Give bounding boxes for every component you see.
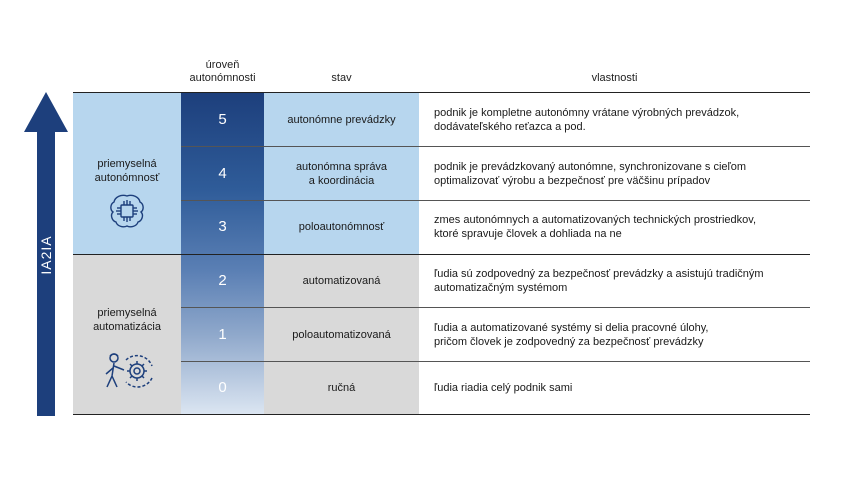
description-line: ľudia a automatizované systémy si delia pracovné úlohy, bbox=[434, 321, 709, 334]
brain-chip-icon bbox=[107, 191, 147, 236]
header-level-line2: autonómnosti bbox=[189, 72, 256, 84]
group-divider bbox=[73, 254, 810, 255]
state-label: poloautomatizovaná bbox=[292, 328, 391, 341]
description-line: ktoré spravuje človek a dohliada na ne bbox=[434, 227, 622, 240]
header-properties: vlastnosti bbox=[591, 72, 638, 84]
description bbox=[434, 308, 810, 361]
description-line: ľudia sú zodpovedný za bezpečnosť prevádzky a asistujú tradičným bbox=[434, 267, 764, 280]
row-divider bbox=[181, 307, 810, 308]
table-row bbox=[181, 147, 810, 200]
level-number: 5 bbox=[218, 111, 227, 128]
row-divider bbox=[181, 200, 810, 201]
state-label: autonómna správa a koordinácia bbox=[295, 160, 388, 187]
description bbox=[434, 200, 810, 253]
level-number: 0 bbox=[218, 379, 227, 396]
group-label-automation: priemyselná automatizácia bbox=[93, 307, 161, 333]
table-bottom-rule bbox=[73, 414, 810, 415]
header-state: stav bbox=[331, 72, 352, 84]
table-top-rule bbox=[73, 92, 810, 93]
level-number: 4 bbox=[218, 165, 227, 182]
header-level-line1: úroveň bbox=[205, 59, 240, 71]
description-line: zmes autonómnych a automatizovaných technických prostriedkov, bbox=[434, 213, 757, 226]
description-line: dodávateľského reťazca a pod. bbox=[434, 120, 586, 133]
header-level bbox=[181, 59, 264, 85]
level-number: 1 bbox=[218, 326, 227, 343]
state-label: ručná bbox=[327, 381, 356, 394]
description-line: automatizačným systémom bbox=[434, 281, 568, 294]
description-line: podnik je prevádzkovaný autonómne, synchronizovane s cieľom bbox=[434, 160, 746, 173]
table-row bbox=[181, 200, 810, 253]
worker-gear-icon bbox=[102, 352, 158, 395]
table-row bbox=[181, 254, 810, 307]
table-row bbox=[181, 93, 810, 146]
description bbox=[434, 254, 810, 307]
state-label: automatizovaná bbox=[302, 274, 381, 287]
axis-label: IA2IA bbox=[38, 235, 54, 275]
description bbox=[434, 361, 810, 414]
state-label: poloautonómnosť bbox=[298, 220, 385, 233]
level-number: 3 bbox=[218, 218, 227, 235]
level-number: 2 bbox=[218, 272, 227, 289]
description-line: optimalizovať výrobu a bezpečnosť pre väčšinu prípadov bbox=[434, 174, 711, 187]
row-divider bbox=[181, 146, 810, 147]
description-line: pričom človek je zodpovedný za bezpečnosť prevádzky bbox=[434, 335, 704, 348]
table-row bbox=[181, 308, 810, 361]
row-divider bbox=[181, 361, 810, 362]
description-line: ľudia riadia celý podnik sami bbox=[434, 381, 573, 394]
description-line: podnik je kompletne autonómny vrátane výrobných prevádzok, bbox=[434, 106, 740, 119]
state-label: autonómne prevádzky bbox=[287, 113, 396, 126]
table-row bbox=[181, 361, 810, 414]
description bbox=[434, 147, 810, 200]
description bbox=[434, 93, 810, 146]
group-label-autonomy: priemyselná autonómnosť bbox=[94, 158, 160, 184]
